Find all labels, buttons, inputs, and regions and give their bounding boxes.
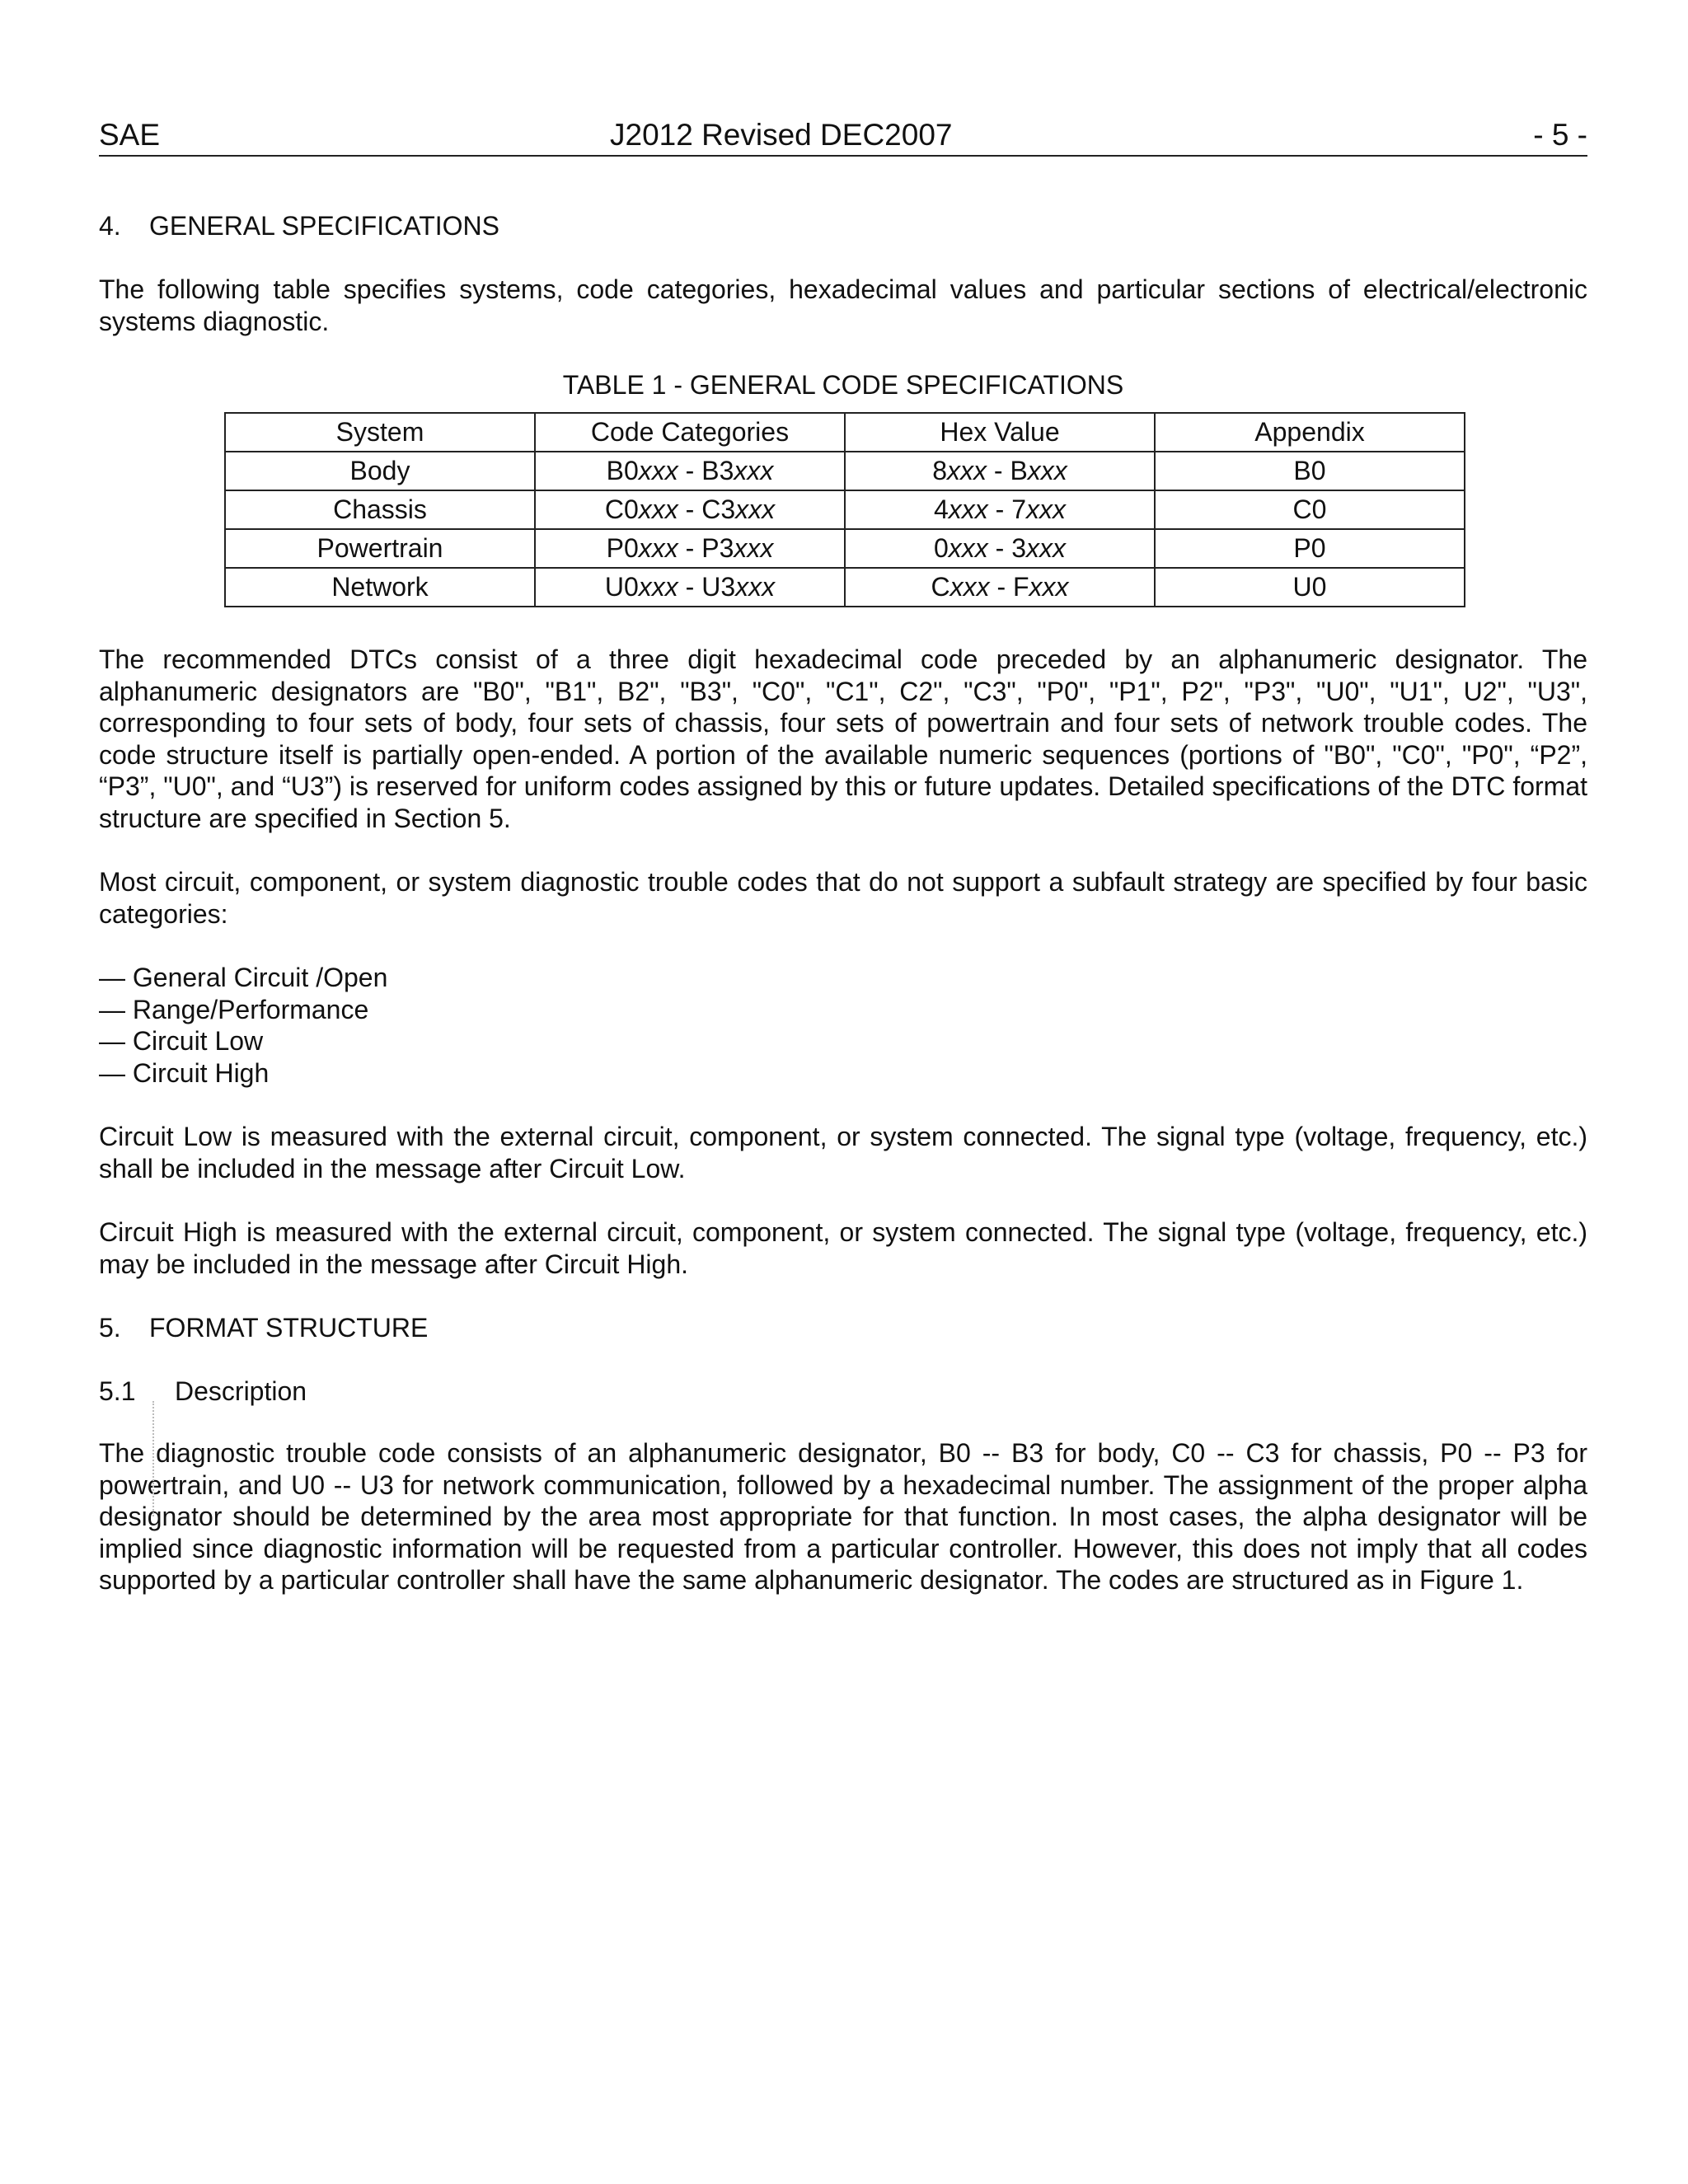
scan-artifact-mark — [152, 1401, 154, 1516]
list-item: — Circuit Low — [99, 1026, 264, 1056]
hex-value-cell: 0xxx - 3xxx — [845, 529, 1155, 568]
table-row — [225, 568, 1465, 607]
general-code-specifications-table — [224, 412, 1465, 607]
section-5-1-heading — [99, 1376, 1587, 1407]
table-header-row — [225, 413, 1465, 452]
dtc-overview-paragraph: The recommended DTCs consist of a three digit hexadecimal code preceded by an alphanumeric designator. The alphanumeric designators are "B0", "B1", B2", "B3", "C0", "C1", C2", "C3", "P0", "P1", P2", "P3", "U0", "U1", U2", "U3", corresponding to four sets of body, four sets of chassis, four sets of powertrain and four sets of network trouble codes. The code structure itself is partially open-ended. A portion of the available numeric sequences (portions of "B0", "C0", "P0", “P2”, “P3”, "U0", and “U3”) is reserved for uniform codes assigned by this or future updates. Detailed specifications of the DTC format structure are specified in Section 5. — [99, 644, 1587, 833]
appendix-cell: B0 — [1155, 452, 1465, 490]
hex-value-cell: 8xxx - Bxxx — [845, 452, 1155, 490]
header-page-number: - 5 - — [1533, 118, 1587, 152]
subsection-number: 5.1 — [99, 1376, 136, 1406]
section-title: GENERAL SPECIFICATIONS — [149, 211, 499, 241]
code-category-cell: B0xxx - B3xxx — [535, 452, 845, 490]
code-category-cell: C0xxx - C3xxx — [535, 490, 845, 529]
table-header-cell: System — [225, 413, 535, 452]
appendix-cell: C0 — [1155, 490, 1465, 529]
header-document-id: J2012 Revised DEC2007 — [610, 118, 953, 152]
table-row — [225, 529, 1465, 568]
basic-categories-paragraph: Most circuit, component, or system diagnostic trouble codes that do not support a subfault strategy are specified by four basic categories: — [99, 867, 1587, 929]
system-cell: Body — [225, 452, 535, 490]
section-title: FORMAT STRUCTURE — [149, 1313, 429, 1343]
table-header-cell: Code Categories — [535, 413, 845, 452]
header-org: SAE — [99, 118, 161, 152]
list-item: — General Circuit /Open — [99, 963, 388, 992]
table-row — [225, 490, 1465, 529]
system-cell: Powertrain — [225, 529, 535, 568]
subsection-title: Description — [175, 1376, 307, 1406]
section-5-heading — [99, 1312, 1587, 1343]
code-category-cell: P0xxx - P3xxx — [535, 529, 845, 568]
hex-value-cell: Cxxx - Fxxx — [845, 568, 1155, 607]
section-4-intro: The following table specifies systems, code categories, hexadecimal values and particular sections of electrical/electronic systems diagnostic. — [99, 274, 1587, 336]
description-paragraph: The diagnostic trouble code consists of an alphanumeric designator, B0 -- B3 for body, C0 -- C3 for chassis, P0 -- P3 for powertrain, and U0 -- U3 for network communication, followed by a hexadecimal number. The assignment of the proper alpha designator should be determined by the area most appropriate for that function. In most cases, the alpha designator will be implied since diagnostic information will be requested from a particular controller. However, this does not imply that all codes supported by a particular controller shall have the same alphanumeric designator. The codes are structured as in Figure 1. — [99, 1438, 1587, 1595]
section-number: 4. — [99, 211, 121, 241]
list-item: — Range/Performance — [99, 994, 369, 1024]
section-4-heading — [99, 210, 1587, 241]
basic-categories-list — [99, 962, 1587, 1089]
table-header-cell: Appendix — [1155, 413, 1465, 452]
code-category-cell: U0xxx - U3xxx — [535, 568, 845, 607]
document-page — [99, 115, 1587, 1596]
hex-value-cell: 4xxx - 7xxx — [845, 490, 1155, 529]
list-item: — Circuit High — [99, 1057, 270, 1088]
system-cell: Network — [225, 568, 535, 607]
table-caption: TABLE 1 - GENERAL CODE SPECIFICATIONS — [562, 370, 1124, 400]
system-cell: Chassis — [225, 490, 535, 529]
section-number: 5. — [99, 1313, 121, 1343]
appendix-cell: U0 — [1155, 568, 1465, 607]
table-row — [225, 452, 1465, 490]
circuit-high-paragraph: Circuit High is measured with the external circuit, component, or system connected. The signal type (voltage, frequency, etc.) may be included in the message after Circuit High. — [99, 1217, 1587, 1279]
page-header — [99, 115, 1587, 157]
appendix-cell: P0 — [1155, 529, 1465, 568]
table-header-cell: Hex Value — [845, 413, 1155, 452]
circuit-low-paragraph: Circuit Low is measured with the external circuit, component, or system connected. The signal type (voltage, frequency, etc.) shall be included in the message after Circuit Low. — [99, 1122, 1587, 1183]
